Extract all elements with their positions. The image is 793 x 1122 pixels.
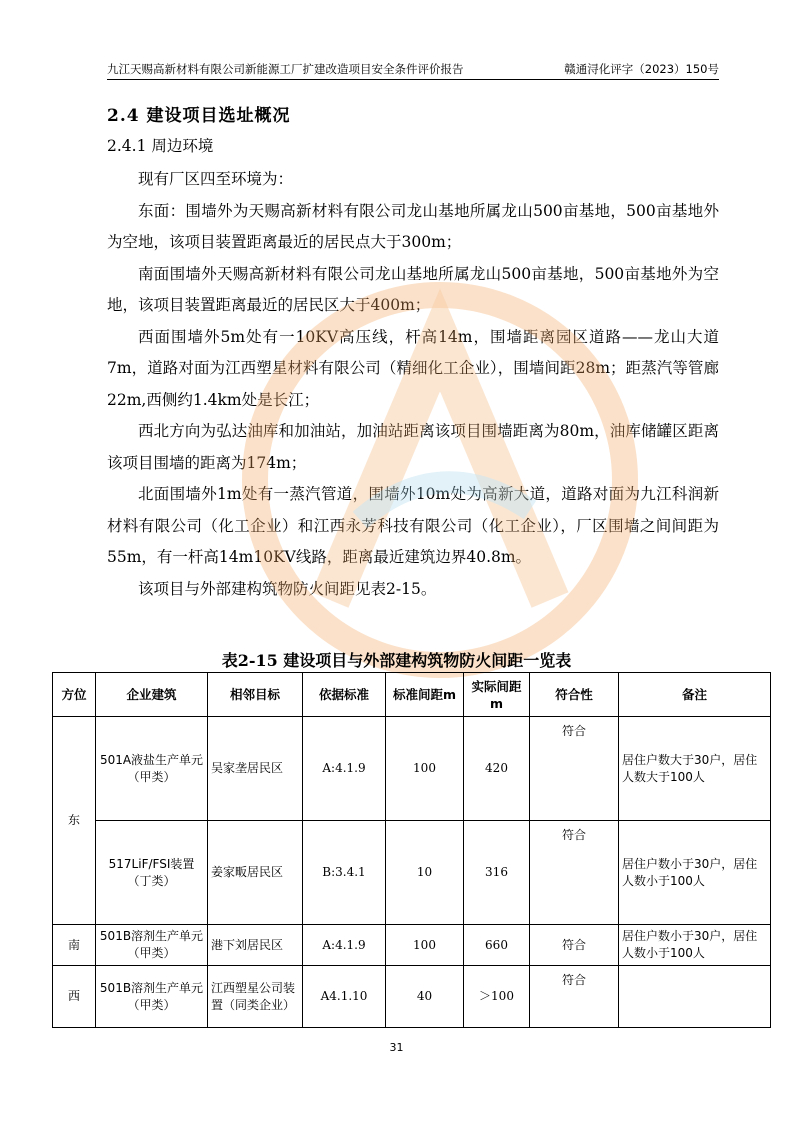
table-row <box>53 925 771 966</box>
table-row <box>53 966 771 1028</box>
building-cell: 517LiF/FSI装置（丁类） <box>96 821 208 925</box>
actual-distance-cell: 420 <box>464 717 530 821</box>
standard-cell: A:4.1.9 <box>303 717 386 821</box>
conformity-cell: 符合 <box>530 821 619 925</box>
paragraph: 西北方向为弘达油库和加油站，加油站距离该项目围墙距离为80m，油库储罐区距离该项目围墙的距离为174m； <box>107 422 719 472</box>
header-cell: 相邻目标 <box>208 673 303 717</box>
actual-distance-cell: 660 <box>464 925 530 966</box>
paragraph: 现有厂区四至环境为： <box>138 170 294 188</box>
target-cell: 港下刘居民区 <box>208 925 303 966</box>
paragraph: 北面围墙外1m处有一蒸汽管道，围墙外10m处为高新大道，道路对面为九江科润新材料有限公司（化工企业）和江西永芳科技有限公司（化工企业），厂区围墙之间间距为55m，有一杆高14m10KV线路，距离最近建筑边界40.8m。 <box>107 485 719 566</box>
standard-cell: A:4.1.9 <box>303 925 386 966</box>
direction-cell: 东 <box>53 717 96 925</box>
paragraph: 东面：围墙外为天赐高新材料有限公司龙山基地所属龙山500亩基地，500亩基地外为空地，该项目装置距离最近的居民点大于300m； <box>107 201 719 251</box>
standard-cell: A4.1.10 <box>303 966 386 1028</box>
building-cell: 501A液盐生产单元（甲类） <box>96 717 208 821</box>
paragraph: 西面围墙外5m处有一10KV高压线，杆高14m，围墙距离园区道路——龙山大道7m，道路对面为江西塑星材料有限公司（精细化工企业），围墙间距28m；距蒸汽等管廊22m,西侧约1.4km处是长江； <box>107 327 719 409</box>
header-cell: 备注 <box>619 673 771 717</box>
direction-cell: 西 <box>53 966 96 1028</box>
target-cell: 姜家畈居民区 <box>208 821 303 925</box>
subsection-title: 2.4.1 周边环境 <box>107 137 214 155</box>
page-header <box>107 62 719 80</box>
std-distance-cell: 100 <box>386 717 464 821</box>
table-header-row <box>53 673 771 717</box>
header-document-number: 赣通浔化评字（2023）150号 <box>564 62 719 76</box>
direction-cell: 南 <box>53 925 96 966</box>
note-cell: 居住户数小于30户，居住人数小于100人 <box>619 821 771 925</box>
paragraph: 南面围墙外天赐高新材料有限公司龙山基地所属龙山500亩基地，500亩基地外为空地，该项目装置距离最近的居民区大于400m； <box>107 264 719 314</box>
conformity-cell: 符合 <box>530 717 619 821</box>
target-cell: 江西塑星公司装置（同类企业） <box>208 966 303 1028</box>
table-row <box>53 821 771 925</box>
target-cell: 吴家垄居民区 <box>208 717 303 821</box>
body-text <box>107 164 719 605</box>
std-distance-cell: 40 <box>386 966 464 1028</box>
std-distance-cell: 100 <box>386 925 464 966</box>
actual-distance-cell: 316 <box>464 821 530 925</box>
header-report-title: 九江天赐高新材料有限公司新能源工厂扩建改造项目安全条件评价报告 <box>107 62 464 76</box>
conformity-cell: 符合 <box>530 925 619 966</box>
section-title: 2.4 建设项目选址概况 <box>107 106 291 126</box>
table-caption: 表2-15 建设项目与外部建构筑物防火间距一览表 <box>221 651 572 670</box>
header-cell: 方位 <box>53 673 96 717</box>
header-cell: 依据标准 <box>303 673 386 717</box>
building-cell: 501B溶剂生产单元（甲类） <box>96 966 208 1028</box>
page-number: 31 <box>389 1041 404 1054</box>
note-cell: 居住户数小于30户，居住人数小于100人 <box>619 925 771 966</box>
header-cell: 符合性 <box>530 673 619 717</box>
standard-cell: B:3.4.1 <box>303 821 386 925</box>
table-row <box>53 717 771 821</box>
fire-spacing-table <box>52 672 771 1028</box>
paragraph: 该项目与外部建构筑物防火间距见表2-15。 <box>138 579 437 598</box>
note-cell: 居住户数大于30户，居住人数大于100人 <box>619 717 771 821</box>
header-cell: 标准间距m <box>386 673 464 717</box>
std-distance-cell: 10 <box>386 821 464 925</box>
note-cell <box>619 966 771 1028</box>
conformity-cell: 符合 <box>530 966 619 1028</box>
actual-distance-cell: ＞100 <box>464 966 530 1028</box>
header-cell: 企业建筑 <box>96 673 208 717</box>
header-cell: 实际间距m <box>464 673 530 717</box>
building-cell: 501B溶剂生产单元（甲类） <box>96 925 208 966</box>
